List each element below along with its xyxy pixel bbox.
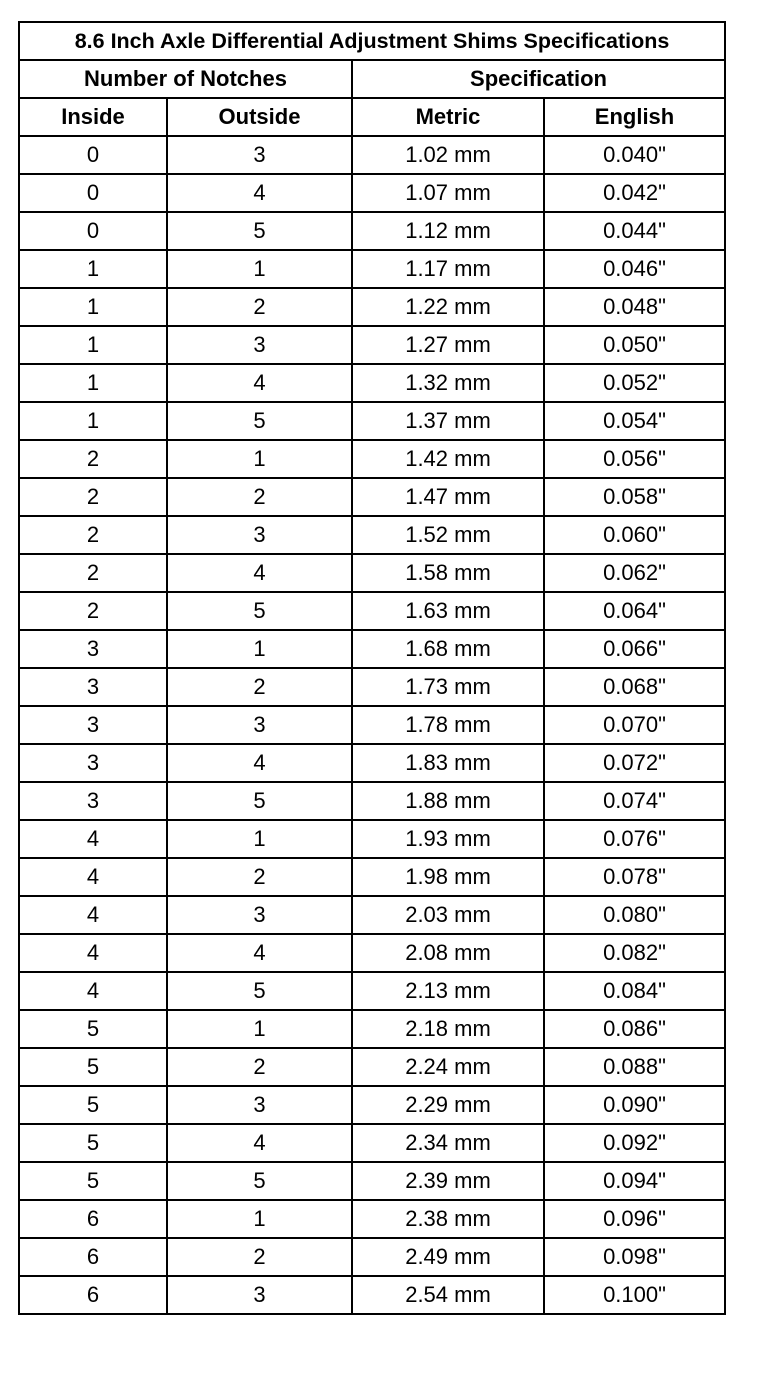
outside-cell: 4 xyxy=(167,174,352,212)
inside-cell: 1 xyxy=(19,364,167,402)
english-cell: 0.046" xyxy=(544,250,725,288)
outside-cell: 3 xyxy=(167,516,352,554)
table-row xyxy=(19,326,725,364)
title-row xyxy=(19,22,725,60)
table-row xyxy=(19,972,725,1010)
metric-cell: 1.32 mm xyxy=(352,364,544,402)
english-cell: 0.052" xyxy=(544,364,725,402)
metric-cell: 1.68 mm xyxy=(352,630,544,668)
table-row xyxy=(19,212,725,250)
inside-cell: 1 xyxy=(19,288,167,326)
outside-cell: 1 xyxy=(167,1010,352,1048)
metric-cell: 1.98 mm xyxy=(352,858,544,896)
inside-cell: 4 xyxy=(19,858,167,896)
english-cell: 0.042" xyxy=(544,174,725,212)
english-cell: 0.072" xyxy=(544,744,725,782)
english-cell: 0.100" xyxy=(544,1276,725,1314)
outside-cell: 3 xyxy=(167,136,352,174)
english-cell: 0.054" xyxy=(544,402,725,440)
metric-cell: 2.29 mm xyxy=(352,1086,544,1124)
english-cell: 0.070" xyxy=(544,706,725,744)
english-cell: 0.096" xyxy=(544,1200,725,1238)
inside-cell: 6 xyxy=(19,1238,167,1276)
outside-cell: 5 xyxy=(167,592,352,630)
english-cell: 0.064" xyxy=(544,592,725,630)
inside-cell: 1 xyxy=(19,326,167,364)
inside-cell: 5 xyxy=(19,1048,167,1086)
metric-column-header: Metric xyxy=(352,98,544,136)
outside-cell: 3 xyxy=(167,706,352,744)
table-row xyxy=(19,288,725,326)
metric-cell: 2.24 mm xyxy=(352,1048,544,1086)
english-cell: 0.050" xyxy=(544,326,725,364)
metric-cell: 1.27 mm xyxy=(352,326,544,364)
outside-cell: 1 xyxy=(167,820,352,858)
table-row xyxy=(19,630,725,668)
metric-cell: 1.17 mm xyxy=(352,250,544,288)
english-cell: 0.056" xyxy=(544,440,725,478)
table-row xyxy=(19,858,725,896)
english-cell: 0.074" xyxy=(544,782,725,820)
outside-cell: 4 xyxy=(167,934,352,972)
inside-cell: 3 xyxy=(19,782,167,820)
table-row xyxy=(19,744,725,782)
inside-cell: 6 xyxy=(19,1200,167,1238)
english-column-header: English xyxy=(544,98,725,136)
inside-cell: 4 xyxy=(19,896,167,934)
metric-cell: 1.52 mm xyxy=(352,516,544,554)
table-row xyxy=(19,1010,725,1048)
inside-cell: 2 xyxy=(19,592,167,630)
outside-cell: 2 xyxy=(167,288,352,326)
inside-cell: 0 xyxy=(19,212,167,250)
table-row xyxy=(19,1162,725,1200)
metric-cell: 2.13 mm xyxy=(352,972,544,1010)
metric-cell: 1.02 mm xyxy=(352,136,544,174)
metric-cell: 1.93 mm xyxy=(352,820,544,858)
outside-cell: 3 xyxy=(167,326,352,364)
outside-cell: 5 xyxy=(167,1162,352,1200)
english-cell: 0.068" xyxy=(544,668,725,706)
metric-cell: 1.12 mm xyxy=(352,212,544,250)
inside-cell: 1 xyxy=(19,250,167,288)
metric-cell: 1.07 mm xyxy=(352,174,544,212)
inside-cell: 0 xyxy=(19,174,167,212)
outside-cell: 3 xyxy=(167,1276,352,1314)
outside-cell: 4 xyxy=(167,1124,352,1162)
english-cell: 0.090" xyxy=(544,1086,725,1124)
metric-cell: 2.18 mm xyxy=(352,1010,544,1048)
table-row xyxy=(19,592,725,630)
english-cell: 0.062" xyxy=(544,554,725,592)
english-cell: 0.084" xyxy=(544,972,725,1010)
english-cell: 0.088" xyxy=(544,1048,725,1086)
outside-cell: 1 xyxy=(167,630,352,668)
metric-cell: 2.08 mm xyxy=(352,934,544,972)
outside-cell: 1 xyxy=(167,250,352,288)
inside-cell: 4 xyxy=(19,820,167,858)
inside-cell: 5 xyxy=(19,1162,167,1200)
table-row xyxy=(19,136,725,174)
table-row xyxy=(19,1124,725,1162)
group-header-row xyxy=(19,60,725,98)
table-row xyxy=(19,668,725,706)
outside-cell: 2 xyxy=(167,1048,352,1086)
table-row xyxy=(19,478,725,516)
inside-cell: 0 xyxy=(19,136,167,174)
metric-cell: 2.03 mm xyxy=(352,896,544,934)
metric-cell: 1.37 mm xyxy=(352,402,544,440)
inside-cell: 5 xyxy=(19,1124,167,1162)
inside-cell: 2 xyxy=(19,440,167,478)
outside-cell: 3 xyxy=(167,1086,352,1124)
metric-cell: 2.34 mm xyxy=(352,1124,544,1162)
specification-group-header: Specification xyxy=(352,60,725,98)
table-row xyxy=(19,554,725,592)
outside-cell: 5 xyxy=(167,212,352,250)
metric-cell: 1.58 mm xyxy=(352,554,544,592)
inside-cell: 3 xyxy=(19,744,167,782)
table-row xyxy=(19,706,725,744)
table-row xyxy=(19,934,725,972)
inside-cell: 1 xyxy=(19,402,167,440)
table-row xyxy=(19,440,725,478)
metric-cell: 2.39 mm xyxy=(352,1162,544,1200)
inside-cell: 3 xyxy=(19,630,167,668)
english-cell: 0.060" xyxy=(544,516,725,554)
english-cell: 0.066" xyxy=(544,630,725,668)
outside-cell: 1 xyxy=(167,1200,352,1238)
english-cell: 0.044" xyxy=(544,212,725,250)
metric-cell: 1.47 mm xyxy=(352,478,544,516)
column-header-row xyxy=(19,98,725,136)
table-row xyxy=(19,174,725,212)
english-cell: 0.078" xyxy=(544,858,725,896)
inside-cell: 2 xyxy=(19,516,167,554)
english-cell: 0.092" xyxy=(544,1124,725,1162)
table-row xyxy=(19,516,725,554)
table-row xyxy=(19,250,725,288)
notches-group-header: Number of Notches xyxy=(19,60,352,98)
table-row xyxy=(19,402,725,440)
inside-cell: 3 xyxy=(19,668,167,706)
outside-cell: 5 xyxy=(167,402,352,440)
outside-cell: 4 xyxy=(167,554,352,592)
english-cell: 0.058" xyxy=(544,478,725,516)
outside-cell: 1 xyxy=(167,440,352,478)
inside-cell: 2 xyxy=(19,554,167,592)
outside-column-header: Outside xyxy=(167,98,352,136)
table-row xyxy=(19,782,725,820)
english-cell: 0.094" xyxy=(544,1162,725,1200)
metric-cell: 2.54 mm xyxy=(352,1276,544,1314)
table-row xyxy=(19,1048,725,1086)
metric-cell: 2.49 mm xyxy=(352,1238,544,1276)
outside-cell: 4 xyxy=(167,364,352,402)
table-row xyxy=(19,364,725,402)
table-row xyxy=(19,1238,725,1276)
outside-cell: 2 xyxy=(167,1238,352,1276)
inside-cell: 4 xyxy=(19,934,167,972)
outside-cell: 2 xyxy=(167,478,352,516)
metric-cell: 2.38 mm xyxy=(352,1200,544,1238)
table-body xyxy=(19,136,725,1314)
metric-cell: 1.88 mm xyxy=(352,782,544,820)
metric-cell: 1.22 mm xyxy=(352,288,544,326)
english-cell: 0.040" xyxy=(544,136,725,174)
table-row xyxy=(19,1276,725,1314)
english-cell: 0.082" xyxy=(544,934,725,972)
outside-cell: 2 xyxy=(167,668,352,706)
table-row xyxy=(19,820,725,858)
shim-spec-table xyxy=(18,21,726,1315)
inside-cell: 5 xyxy=(19,1086,167,1124)
english-cell: 0.076" xyxy=(544,820,725,858)
metric-cell: 1.63 mm xyxy=(352,592,544,630)
metric-cell: 1.73 mm xyxy=(352,668,544,706)
inside-cell: 2 xyxy=(19,478,167,516)
english-cell: 0.098" xyxy=(544,1238,725,1276)
inside-column-header: Inside xyxy=(19,98,167,136)
metric-cell: 1.83 mm xyxy=(352,744,544,782)
metric-cell: 1.42 mm xyxy=(352,440,544,478)
table-row xyxy=(19,1086,725,1124)
inside-cell: 3 xyxy=(19,706,167,744)
inside-cell: 6 xyxy=(19,1276,167,1314)
table-row xyxy=(19,896,725,934)
outside-cell: 4 xyxy=(167,744,352,782)
table-row xyxy=(19,1200,725,1238)
outside-cell: 5 xyxy=(167,782,352,820)
english-cell: 0.086" xyxy=(544,1010,725,1048)
outside-cell: 2 xyxy=(167,858,352,896)
inside-cell: 5 xyxy=(19,1010,167,1048)
inside-cell: 4 xyxy=(19,972,167,1010)
metric-cell: 1.78 mm xyxy=(352,706,544,744)
outside-cell: 3 xyxy=(167,896,352,934)
outside-cell: 5 xyxy=(167,972,352,1010)
table-title: 8.6 Inch Axle Differential Adjustment Shims Specifications xyxy=(19,22,725,60)
english-cell: 0.048" xyxy=(544,288,725,326)
english-cell: 0.080" xyxy=(544,896,725,934)
